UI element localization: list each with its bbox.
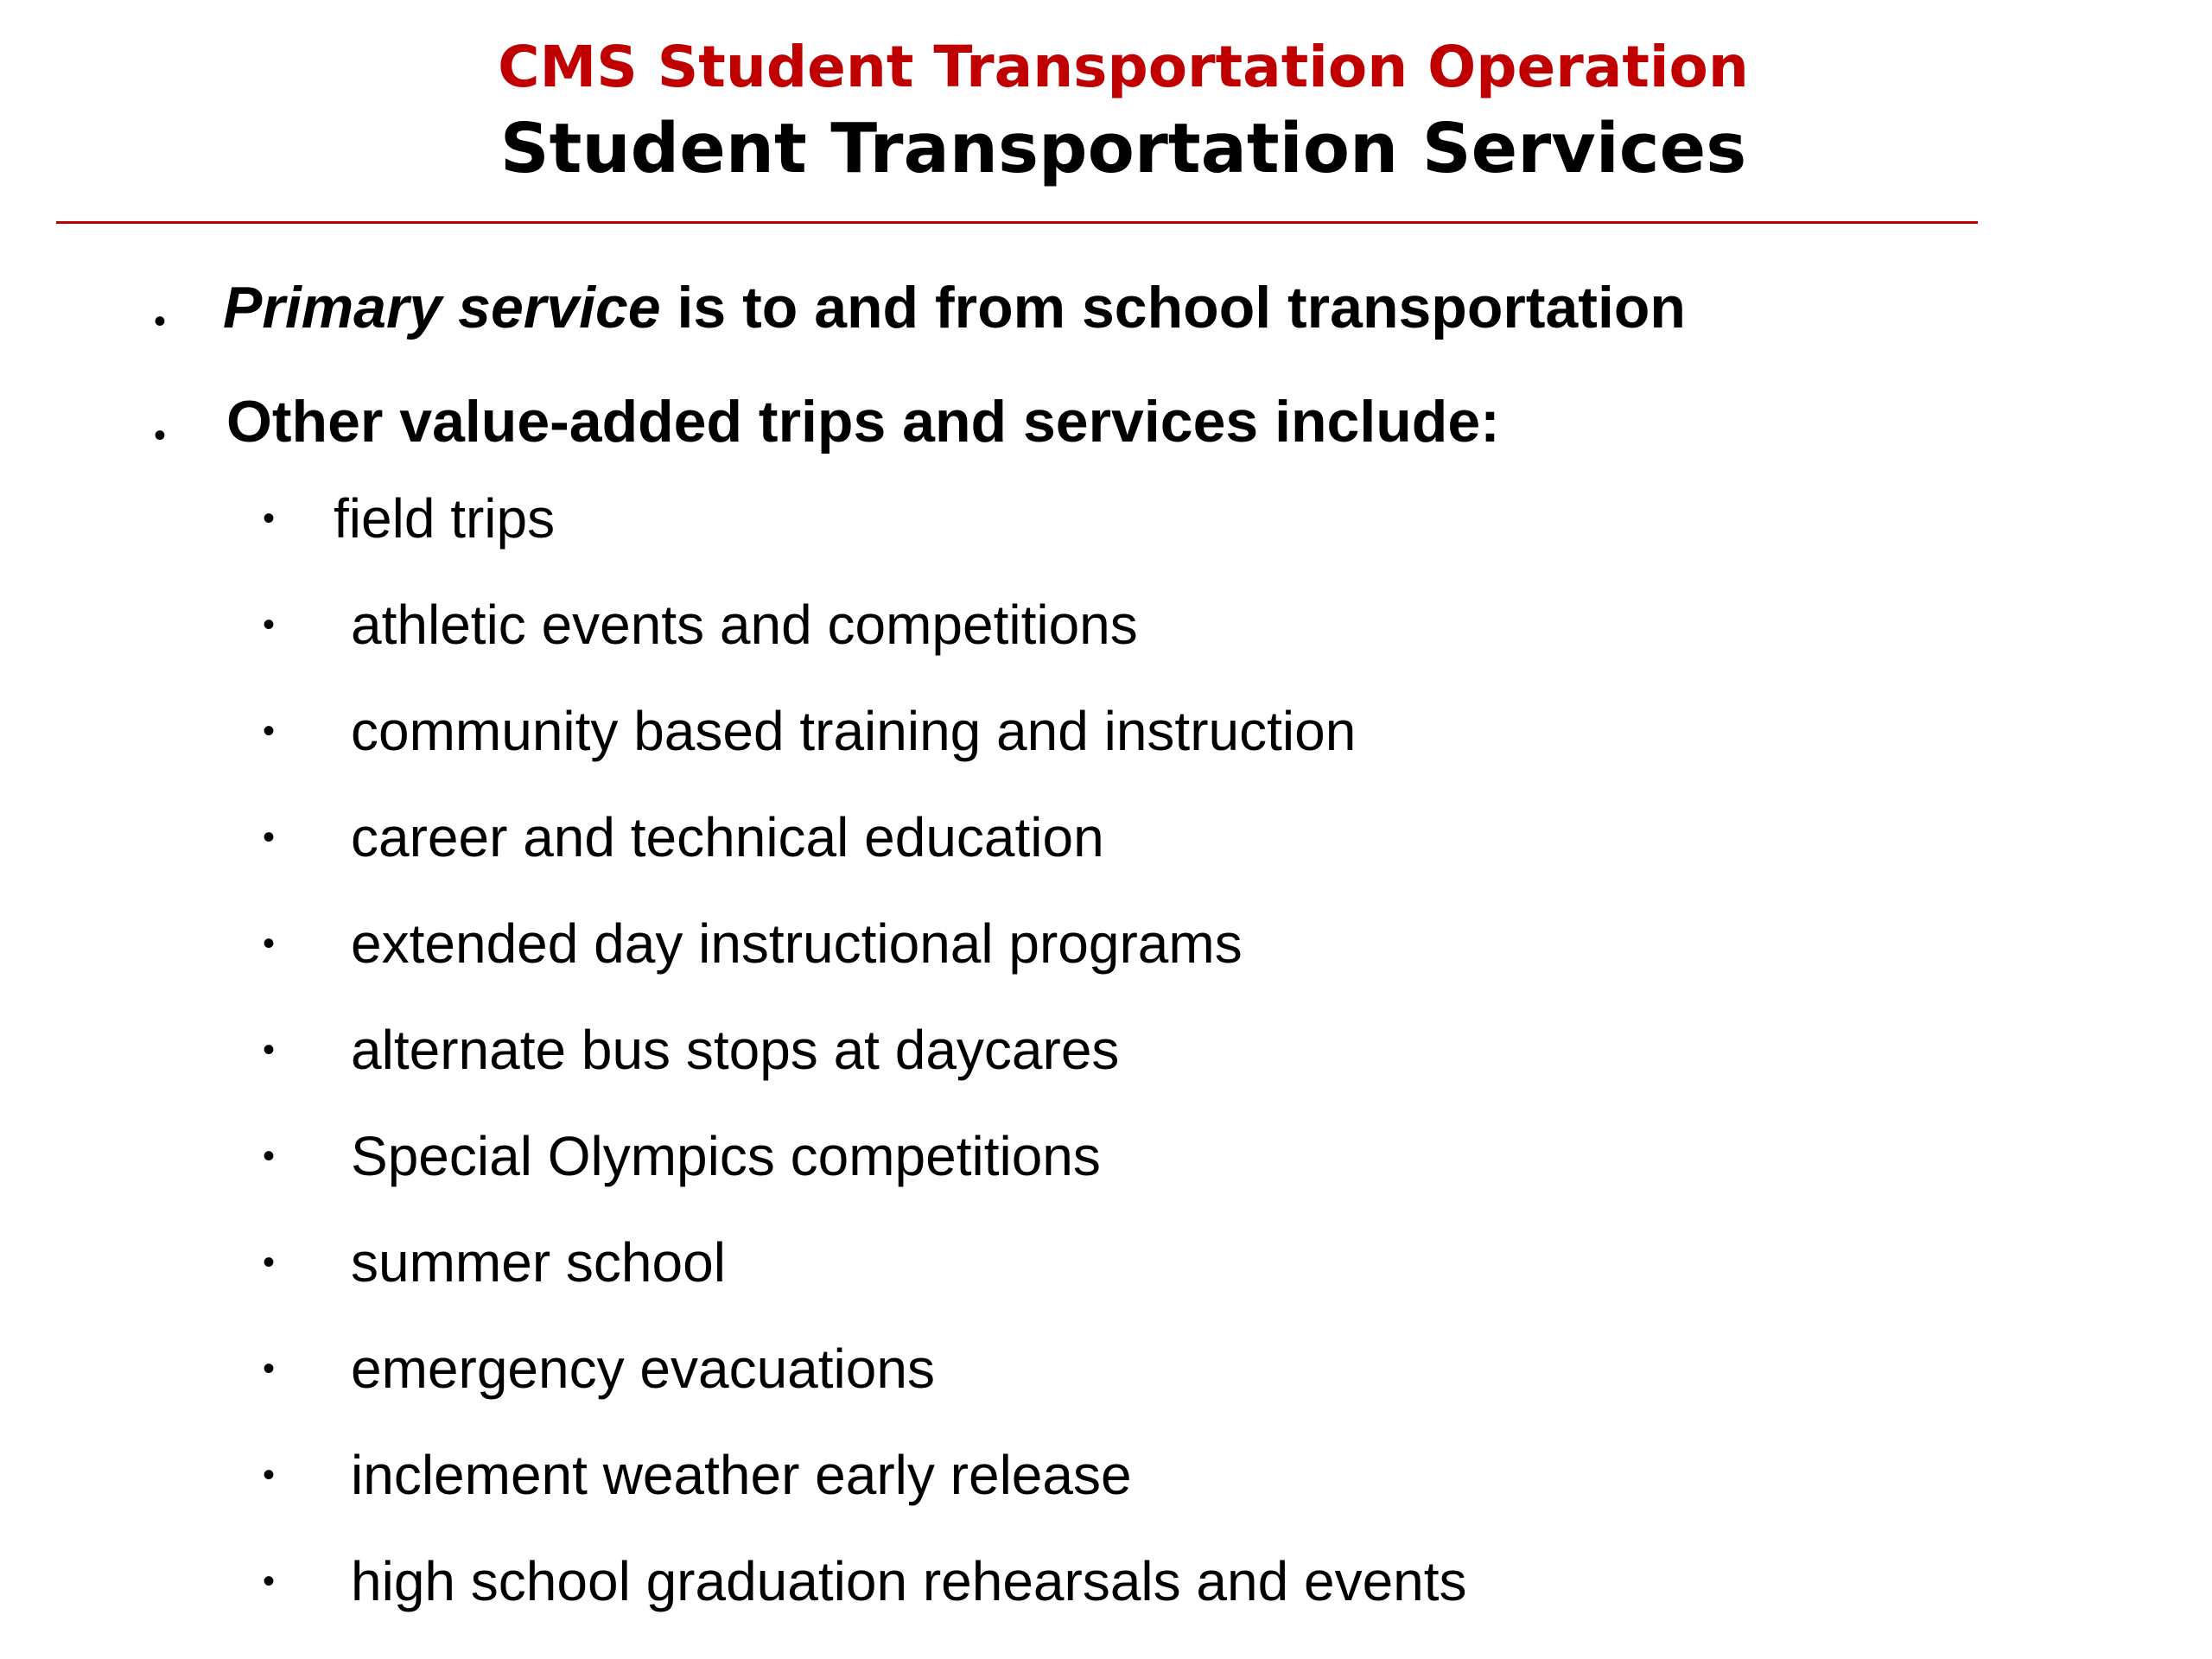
list-item: [0, 696, 2212, 803]
list-item-text: summer school: [351, 1231, 726, 1294]
list-item: [0, 1334, 2212, 1440]
list-item-text: field trips: [334, 487, 556, 550]
primary-service-emphasis: Primary service: [223, 275, 661, 340]
list-item: [0, 1440, 2212, 1547]
list-item-text: career and technical education: [351, 806, 1104, 868]
bullet-glyph: •: [263, 499, 276, 537]
value-added-services-list: [0, 484, 2212, 1653]
bullet-primary-text: [223, 273, 1686, 342]
list-item: [0, 1228, 2212, 1334]
bullet-glyph: •: [263, 1243, 276, 1281]
bullet-glyph: •: [263, 1137, 276, 1175]
list-item-text: Special Olympics competitions: [351, 1125, 1101, 1187]
bullet-glyph: •: [263, 1350, 276, 1388]
title-divider: [56, 221, 1978, 224]
list-item: [0, 1547, 2212, 1653]
list-item-text: community based training and instruction: [351, 700, 1357, 762]
list-item: [0, 590, 2212, 696]
bullet-glyph: •: [154, 416, 167, 454]
bullet-glyph: •: [263, 925, 276, 963]
bullet-glyph: •: [263, 606, 276, 644]
primary-service-rest: is to and from school transportation: [660, 275, 1686, 340]
slide-title: [0, 31, 2212, 192]
list-item: [0, 909, 2212, 1015]
list-item: [0, 1122, 2212, 1228]
bullet-glyph: •: [263, 818, 276, 856]
bullet-other-text: Other value-added trips and services include:: [226, 389, 1500, 454]
list-item-text: athletic events and competitions: [351, 594, 1138, 656]
bullet-glyph: •: [154, 302, 167, 340]
list-item: [0, 803, 2212, 909]
list-item: [0, 484, 2212, 590]
bullet-glyph: •: [263, 1456, 276, 1494]
title-line-organization: CMS Student Transportation Operation: [498, 34, 1749, 100]
title-line-topic: Student Transportation Services: [499, 109, 1747, 188]
bullet-glyph: •: [263, 1562, 276, 1600]
list-item-text: extended day instructional programs: [351, 912, 1243, 975]
bullet-glyph: •: [263, 1031, 276, 1069]
list-item: [0, 1015, 2212, 1122]
list-item-text: inclement weather early release: [351, 1444, 1132, 1506]
list-item-text: high school graduation rehearsals and events: [351, 1550, 1467, 1612]
bullet-glyph: •: [263, 712, 276, 750]
list-item-text: alternate bus stops at daycares: [351, 1019, 1120, 1081]
list-item-text: emergency evacuations: [351, 1338, 935, 1400]
